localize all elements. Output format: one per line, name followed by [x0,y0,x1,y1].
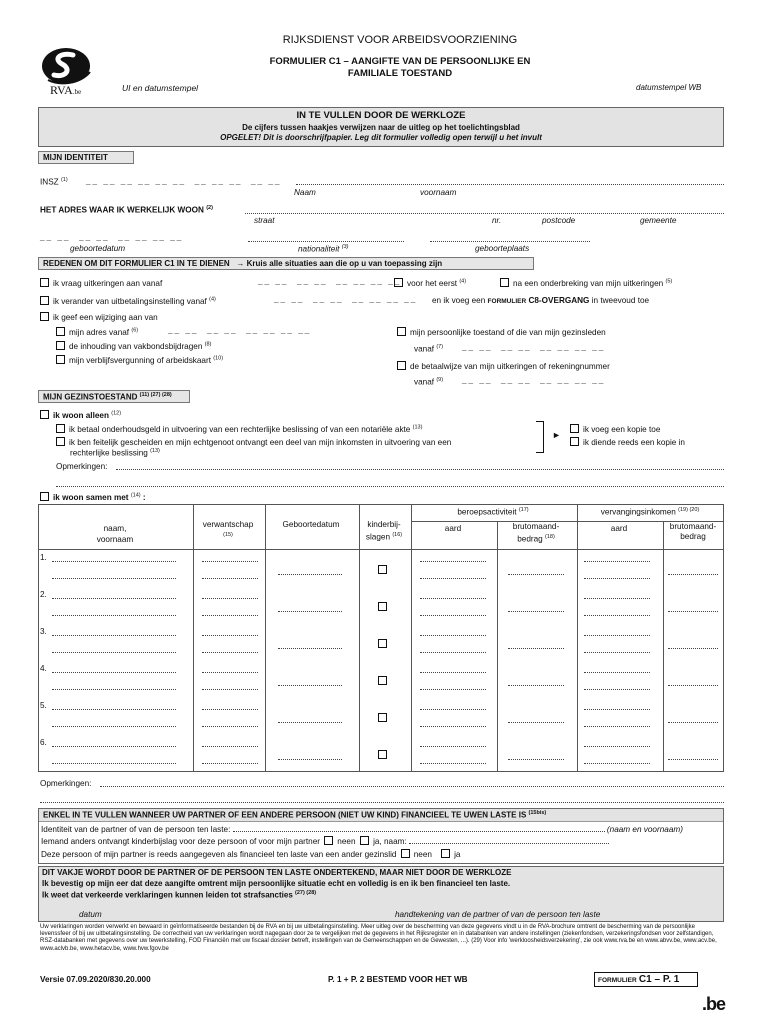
row-birth-input[interactable] [278,604,342,612]
copy-add[interactable]: ik voeg een kopie toe [570,424,660,434]
nationality-input[interactable] [248,234,404,242]
row-prof-aard-2[interactable] [420,719,486,727]
pages-note: P. 1 + P. 2 BESTEMD VOOR HET WB [328,975,468,984]
col-aard: aard [444,524,462,533]
checkbox[interactable] [56,355,65,364]
row-prof-bruto[interactable] [508,715,564,723]
row-repl-aard-2[interactable] [584,608,650,616]
col-repl: vervangingsinkomen $^{(19) (20)}$ [600,507,700,517]
row-firstname-input[interactable] [52,682,176,690]
row-prof-aard[interactable] [420,591,486,599]
nationaliteit-label: nationaliteit $^{(3)}$ [298,244,349,254]
reason-5e-vanaf: vanaf $^{(9)}$ [414,377,444,387]
reason-5d-date[interactable]: __ __ __ __ __ __ __ __ [462,342,606,351]
row-relation-input[interactable] [202,554,258,562]
reasons-section: REDENEN OM DIT FORMULIER C1 IN TE DIENEN → Kruis alle situaties aan die op u van toepassing zijn [38,257,534,270]
checkbox[interactable] [40,492,49,501]
reason-5e[interactable]: de betaalwijze van mijn uitkeringen of rekeningnummer [397,361,610,371]
col-aard-2: aard [610,524,628,533]
reason-5d[interactable]: mijn persoonlijke toestand of die van mijn gezinsleden [397,327,606,337]
checkbox[interactable] [570,424,579,433]
straat-label: straat [254,216,275,225]
row-firstname-input[interactable] [52,645,176,653]
checkbox[interactable] [441,849,450,858]
row-birth-input[interactable] [278,752,342,760]
identity-section: MIJN IDENTITEIT [38,151,134,164]
row-prof-bruto[interactable] [508,678,564,686]
form-title-2: FAMILIALE TOESTAND [347,68,453,79]
row-number: 6. [40,738,47,747]
reason-1[interactable]: ik vraag uitkeringen aan vanaf [40,278,162,288]
form-title-1: FORMULIER C1 – AANGIFTE VAN DE PERSOONLIJKE EN [269,56,531,67]
family-section: MIJN GEZINSTOESTAND $^{(11) (27) (28)}$ [38,390,190,403]
row-child-checkbox[interactable] [378,676,391,686]
row-birth-input[interactable] [278,678,342,686]
insz-label: INSZ $^{(1)}$ [40,177,68,187]
row-relation-input-2[interactable] [202,608,258,616]
intro-title: IN TE VULLEN DOOR DE WERKLOZE [296,110,466,121]
row-repl-bruto[interactable] [668,678,718,686]
reason-5a-date[interactable]: __ __ __ __ __ __ __ __ [168,325,312,334]
voornaam-label: voornaam [420,188,457,197]
arrow-icon: ► [552,430,561,440]
row-prof-aard-2[interactable] [420,608,486,616]
row-repl-aard[interactable] [584,628,650,636]
geboorteplaats-label: geboorteplaats [475,244,530,253]
sig-handtekening: handtekening van de partner of van de persoon ten laste [395,910,601,919]
row-relation-input[interactable] [202,739,258,747]
checkbox[interactable] [401,849,410,858]
row-repl-bruto[interactable] [668,567,718,575]
checkbox[interactable] [56,327,65,336]
partner-title: ENKEL IN TE VULLEN WANNEER UW PARTNER OF EEN ANDERE PERSOON (NIET UW KIND) FINANCIEEL TE UWEN LASTE IS $^{(15bis)}$ [39,809,723,822]
row-child-checkbox[interactable] [378,639,391,649]
logo-suffix: .be [72,88,82,96]
row-prof-aard[interactable] [420,554,486,562]
checkbox[interactable] [570,437,579,446]
remarks-2-input[interactable] [100,779,724,787]
row-repl-aard-2[interactable] [584,719,650,727]
form-code: FORMULIER C1 – P. 1 [594,972,698,987]
signature-box [38,866,724,922]
reason-5b[interactable]: de inhouding van vakbondsbijdragen $^{(8)}$ [56,341,211,351]
row-repl-aard[interactable] [584,554,650,562]
version: Versie 07.09.2020/830.20.000 [40,975,151,984]
row-name-input[interactable] [52,554,176,562]
bracket [536,421,544,453]
checkbox[interactable] [40,278,49,287]
row-repl-aard[interactable] [584,591,650,599]
row-prof-aard[interactable] [420,665,486,673]
naam-label: Naam [294,188,316,197]
row-repl-aard-2[interactable] [584,571,650,579]
row-relation-input[interactable] [202,628,258,636]
checkbox[interactable] [56,341,65,350]
row-prof-aard-2[interactable] [420,756,486,764]
row-prof-bruto[interactable] [508,752,564,760]
row-relation-input-2[interactable] [202,756,258,764]
row-firstname-input[interactable] [52,571,176,579]
row-prof-aard[interactable] [420,739,486,747]
rva-logo-mark [40,46,96,86]
partner-child-benefit: Iemand anders ontvangt kinderbijslag voor deze persoon of voor mijn partner neen ja, naam: [41,836,721,849]
reason-5e-date[interactable]: __ __ __ __ __ __ __ __ [462,375,606,384]
reason-4-tail: en ik voeg een FORMULIER C8-OVERGANG in tweevoud toe [432,296,650,305]
checkbox[interactable] [40,296,49,305]
alone-option-b-2: rechterlijke beslissing $^{(13)}$ [70,448,160,458]
geboortedatum-label: geboortedatum [70,244,126,253]
sig-line-1: Ik bevestig op mijn eer dat deze aangifte omtrent mijn persoonlijke situatie echt en volledig is en ik ben financieel ten laste. [42,879,511,888]
sig-title: DIT VAKJE WORDT DOOR DE PARTNER OF DE PERSOON TEN LASTE ONDERTEKEND, MAAR NIET DOOR DE WERKLOZE [42,868,512,877]
live-together[interactable]: ik woon samen met $^{(14)}$ : [40,492,146,502]
row-relation-input-2[interactable] [202,719,258,727]
checkbox[interactable] [40,312,49,321]
privacy-text: Uw verklaringen worden verwerkt en bewaard in geïnformatiseerde bestanden bij de RVA en bij uw uitbetalingsinstelling. Meer uitleg over de bescherming van deze gegevens vindt u in de RVA-brochure omtrent de bescherming van de persoonlijke levenssfeer of bij uw uitbetalingsinstelling. De correctheid van uw verklaringen wordt nagegaan door ze te vergelijken met de gegevens in het Rijksregister en in databanken van andere instellingen (ziekenfondsen, verzekeringsfondsen voor zelfstandigen, RSZ-databanken met gegevens over uw tewerkstelling, FOD Financiën met uw fiscaal dossier betreft, instellingen van de Gemeenschappen en de Gewesten, ...). (29) Voor info 'werkloosheidsverzekering', zie ook www.rva.be en www.abvv.be, www.acv.be, www.aclvb.be, www.hetacv.be, www.hvw.fgov.be [40,924,717,952]
birthdate-input[interactable]: __ __ __ __ __ __ __ __ [40,232,184,241]
row-repl-bruto[interactable] [668,604,718,612]
stamp-wb: datumstempel WB [636,83,702,92]
row-name-input[interactable] [52,739,176,747]
row-firstname-input[interactable] [52,756,176,764]
remarks-2: Opmerkingen: [40,779,92,788]
row-birth-input[interactable] [278,567,342,575]
copy-sent[interactable]: ik diende reeds een kopie in [570,437,685,447]
family-remarks-input[interactable] [116,462,724,470]
checkbox[interactable] [40,410,49,419]
row-number: 1. [40,553,47,562]
row-relation-input-2[interactable] [202,571,258,579]
row-relation-input-2[interactable] [202,645,258,653]
live-alone[interactable]: ik woon alleen $^{(12)}$ [40,410,121,420]
row-name-input[interactable] [52,702,176,710]
intro-box [38,107,724,147]
checkbox[interactable] [324,836,333,845]
row-firstname-input[interactable] [52,608,176,616]
row-prof-bruto[interactable] [508,567,564,575]
row-number: 2. [40,590,47,599]
row-repl-aard[interactable] [584,702,650,710]
reason-2[interactable]: voor het eerst $^{(4)}$ [394,278,466,288]
row-repl-aard-2[interactable] [584,682,650,690]
reason-5[interactable]: ik geef een wijziging aan van [40,312,158,322]
reason-4-date[interactable]: __ __ __ __ __ __ __ __ [274,294,418,303]
row-prof-aard-2[interactable] [420,645,486,653]
row-repl-aard[interactable] [584,739,650,747]
checkbox[interactable] [397,361,406,370]
checkbox[interactable] [397,327,406,336]
row-number: 3. [40,627,47,636]
stamp-ui: UI en datumstempel [122,83,199,93]
checkbox[interactable] [500,278,509,287]
logo-text: RVA [50,83,73,97]
reason-5d-vanaf: vanaf $^{(7)}$ [414,344,444,354]
row-name-input[interactable] [52,665,176,673]
partner-box [38,808,724,864]
row-repl-aard-2[interactable] [584,756,650,764]
family-remarks: Opmerkingen: [56,462,108,471]
intro-line-1: De cijfers tussen haakjes verwijzen naar de uitleg op het toelichtingsblad [242,123,520,132]
checkbox[interactable] [56,437,65,446]
row-relation-input[interactable] [202,702,258,710]
rva-logo [40,46,96,97]
family-remarks-input-2[interactable] [56,479,724,487]
checkbox[interactable] [360,836,369,845]
birthplace-input[interactable] [430,234,590,242]
be-logo: .be [702,994,726,1014]
row-repl-aard[interactable] [584,665,650,673]
row-name-input[interactable] [52,591,176,599]
row-child-checkbox[interactable] [378,602,391,612]
row-number: 4. [40,664,47,673]
checkbox[interactable] [56,424,65,433]
row-child-checkbox[interactable] [378,565,391,575]
row-firstname-input[interactable] [52,719,176,727]
postcode-label: postcode [542,216,576,225]
remarks-2-input-b[interactable] [40,795,724,803]
row-number: 5. [40,701,47,710]
col-relation: verwantschap $^{(15)}$ [202,520,254,538]
checkbox[interactable] [394,278,403,287]
row-repl-bruto[interactable] [668,715,718,723]
reason-4[interactable]: ik verander van uitbetalingsinstelling vanaf $^{(4)}$ [40,296,216,306]
nr-label: nr. [492,216,502,225]
row-prof-aard-2[interactable] [420,571,486,579]
sig-datum: datum [79,910,102,919]
row-prof-aard[interactable] [420,702,486,710]
row-birth-input[interactable] [278,715,342,723]
col-name: naam, voornaam [96,524,134,544]
gemeente-label: gemeente [640,216,677,225]
col-child: kinderbij- slagen $^{(16)}$ [365,520,403,542]
row-birth-input[interactable] [278,641,342,649]
agency-title: RIJKSDIENST VOOR ARBEIDSVOORZIENING [282,34,518,46]
row-prof-aard-2[interactable] [420,682,486,690]
alone-option-b[interactable]: ik ben feitelijk gescheiden en mijn echtgenoot ontvangt een deel van mijn inkomsten in uitvoering van een [56,437,451,447]
row-repl-aard-2[interactable] [584,645,650,653]
row-repl-bruto[interactable] [668,641,718,649]
row-child-checkbox[interactable] [378,750,391,760]
address-label: HET ADRES WAAR IK WERKELIJK WOON $^{(2)}$ [40,205,213,215]
row-child-checkbox[interactable] [378,713,391,723]
intro-line-2: OPGELET! Dit is doorschrijfpapier. Leg dit formulier volledig open terwijl u het invult [220,133,542,142]
col-bruto-2: brutomaand- bedrag [669,522,717,541]
row-relation-input-2[interactable] [202,682,258,690]
row-name-input[interactable] [52,628,176,636]
col-bruto: brutomaand- bedrag $^{(18)}$ [512,522,560,544]
name-input[interactable] [296,177,724,185]
row-repl-bruto[interactable] [668,752,718,760]
row-prof-bruto[interactable] [508,604,564,612]
row-prof-bruto[interactable] [508,641,564,649]
col-birth: Geboortedatum [282,520,340,529]
address-input[interactable] [245,206,724,214]
insz-input[interactable]: __ __ __ __ __ __ __ __ __ __ __ [86,176,282,185]
row-prof-aard[interactable] [420,628,486,636]
reason-5c[interactable]: mijn verblijfsvergunning of arbeidskaart $^{(10)}$ [56,355,223,365]
partner-dependent: Deze persoon of mijn partner is reeds aangegeven als financieel ten laste van een ander gezinslid neen ja [41,849,461,859]
reason-3[interactable]: na een onderbreking van mijn uitkeringen $^{(5)}$ [500,278,672,288]
partner-identity: Identiteit van de partner of van de persoon ten laste: (naam en voornaam) [41,824,683,834]
col-prof: beroepsactiviteit $^{(17)}$ [457,507,529,517]
reason-5a[interactable]: mijn adres vanaf $^{(6)}$ [56,327,138,337]
row-relation-input[interactable] [202,665,258,673]
row-relation-input[interactable] [202,591,258,599]
alone-option-a[interactable]: ik betaal onderhoudsgeld in uitvoering van een rechterlijke beslissing of van een notariële akte $^{(13)}$ [56,424,422,434]
reason-1-date[interactable]: __ __ __ __ __ __ __ __ [258,276,402,285]
sig-line-2: Ik weet dat verkeerde verklaringen kunnen leiden tot strafsancties $^{(27) (28)}$ [42,890,317,900]
